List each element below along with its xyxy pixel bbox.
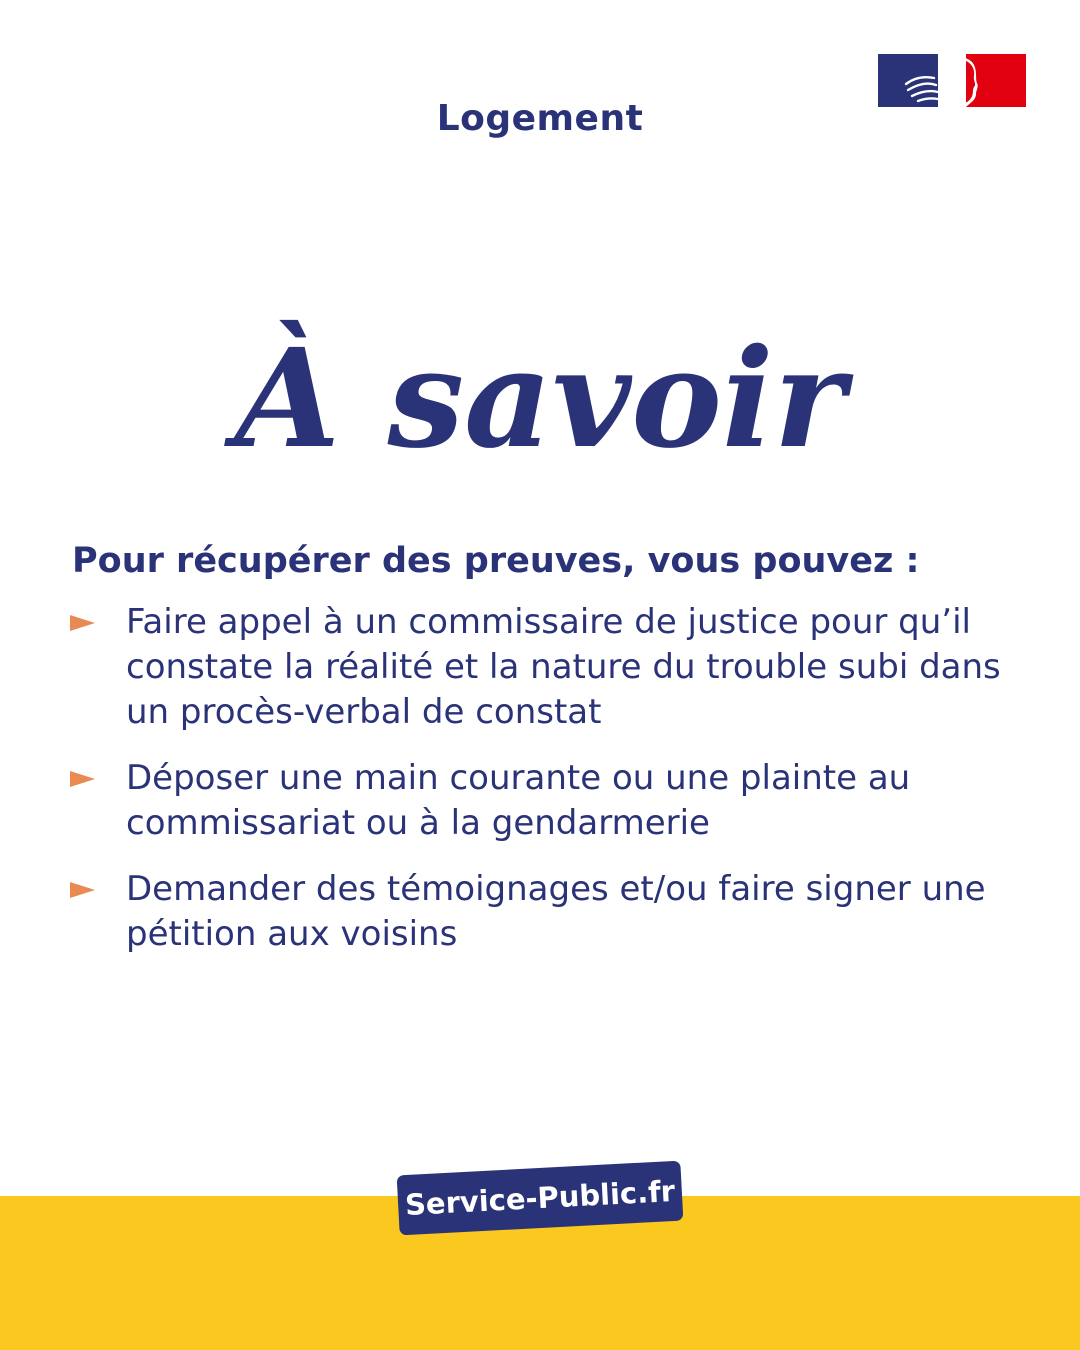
list-item-text: Déposer une main courante ou une plainte au commissariat ou à la gendarmerie — [126, 758, 911, 843]
list-item — [68, 600, 1028, 735]
triangle-right-icon — [70, 882, 95, 898]
list-item-text: Faire appel à un commissaire de justice pour qu’il constate la réalité et la nature du trouble subi dans un procès-verbal de constat — [126, 602, 1001, 732]
list-item — [68, 756, 1028, 846]
triangle-right-icon — [70, 771, 95, 787]
intro-text: Pour récupérer des preuves, vous pouvez : — [72, 541, 920, 581]
list-item-text: Demander des témoignages et/ou faire signer une pétition aux voisins — [126, 869, 986, 954]
evidence-list — [68, 600, 1028, 978]
triangle-right-icon — [70, 615, 95, 631]
list-item — [68, 867, 1028, 957]
headline-title: À savoir — [234, 319, 846, 479]
category-title: Logement — [436, 98, 644, 139]
badge-label: Service-Public.fr — [404, 1173, 676, 1223]
